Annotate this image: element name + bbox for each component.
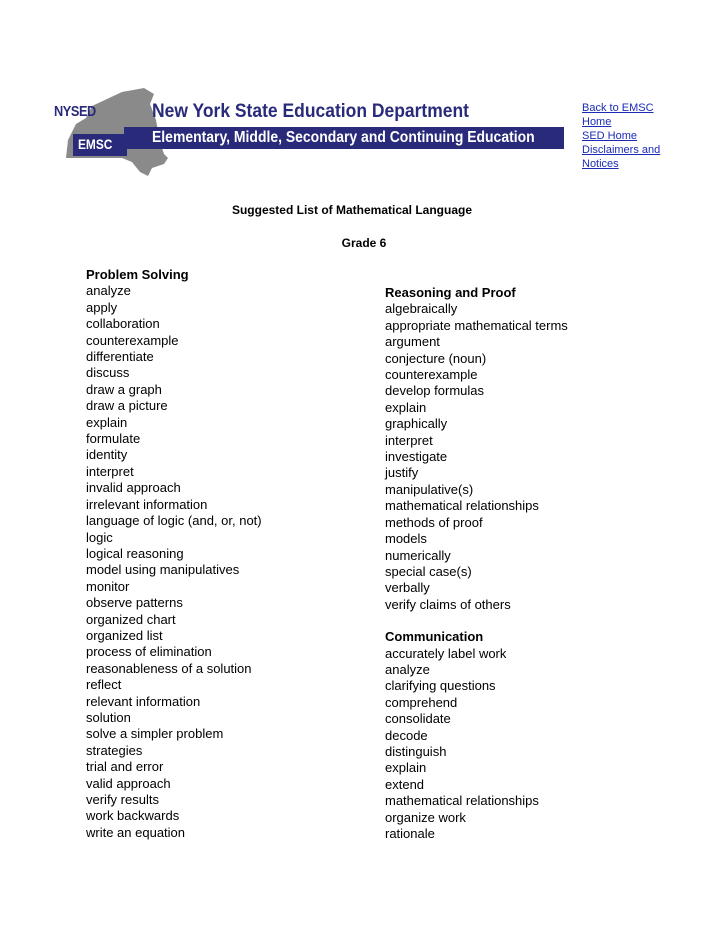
- list-item: formulate: [86, 431, 141, 447]
- list-item: methods of proof: [385, 514, 483, 530]
- list-item: differentiate: [86, 349, 154, 365]
- list-item: mathematical relationships: [385, 793, 539, 809]
- list-item: language of logic (and, or, not): [86, 513, 262, 529]
- list-item: distinguish: [385, 743, 447, 759]
- list-item: write an equation: [86, 824, 186, 840]
- list-item: process of elimination: [86, 644, 212, 660]
- list-item: solve a simpler problem: [86, 726, 224, 742]
- list-item: collaboration: [86, 316, 160, 332]
- list-item: decode: [385, 727, 428, 743]
- department-subtitle: Elementary, Middle, Secondary and Continuing Education: [152, 129, 535, 146]
- list-item: counterexample: [86, 332, 179, 348]
- reasoning-list: [385, 301, 568, 613]
- list-item: investigate: [385, 449, 448, 465]
- list-item: organized chart: [86, 611, 176, 627]
- list-item: observe patterns: [86, 595, 183, 611]
- communication-heading: Communication: [385, 629, 484, 645]
- emsc-logo: EMSC: [78, 136, 113, 152]
- list-item: verify claims of others: [385, 596, 511, 612]
- list-item: justify: [385, 465, 419, 481]
- list-item: argument: [385, 334, 440, 350]
- list-item: counterexample: [385, 367, 478, 383]
- list-item: analyze: [385, 661, 430, 677]
- list-item: reflect: [86, 677, 122, 693]
- list-item: explain: [385, 399, 427, 415]
- list-item: special case(s): [385, 563, 472, 579]
- nav-links: [582, 101, 682, 171]
- list-item: mathematical relationships: [385, 498, 539, 514]
- problem-solving-heading: Problem Solving: [86, 267, 189, 282]
- list-item: develop formulas: [385, 383, 484, 399]
- list-item: identity: [86, 447, 128, 463]
- list-item: manipulative(s): [385, 481, 474, 497]
- grade-label: Grade 6: [341, 236, 387, 250]
- right-column: [385, 285, 568, 842]
- list-item: relevant information: [86, 693, 201, 709]
- list-item: numerically: [385, 547, 451, 563]
- list-item: graphically: [385, 416, 448, 432]
- list-item: extend: [385, 776, 425, 792]
- list-item: analyze: [86, 283, 131, 299]
- list-item: monitor: [86, 578, 130, 594]
- back-to-emsc-link[interactable]: Back to EMSC Home: [582, 102, 654, 128]
- list-item: algebraically: [385, 301, 458, 317]
- sed-home-link[interactable]: SED Home: [582, 130, 638, 142]
- disclaimers-link[interactable]: Disclaimers and Notices: [582, 144, 661, 170]
- list-item: organize work: [385, 809, 466, 825]
- list-item: rationale: [385, 826, 435, 841]
- list-item: apply: [86, 299, 118, 315]
- list-item: verbally: [385, 580, 430, 596]
- nysed-banner: [52, 84, 564, 180]
- list-item: model using manipulatives: [86, 562, 240, 578]
- list-item: logical reasoning: [86, 545, 184, 561]
- list-item: irrelevant information: [86, 496, 208, 512]
- list-item: trial and error: [86, 759, 164, 775]
- list-item: comprehend: [385, 694, 458, 710]
- list-item: valid approach: [86, 775, 171, 791]
- list-item: work backwards: [86, 808, 180, 824]
- list-item: models: [385, 531, 427, 547]
- department-title: New York State Education Department: [152, 101, 469, 122]
- list-item: discuss: [86, 365, 130, 381]
- problem-solving-column: [86, 267, 262, 841]
- list-item: appropriate mathematical terms: [385, 317, 568, 333]
- list-item: explain: [86, 414, 128, 430]
- reasoning-heading: Reasoning and Proof: [385, 285, 516, 300]
- list-item: clarifying questions: [385, 678, 496, 694]
- list-item: interpret: [86, 463, 134, 479]
- list-item: consolidate: [385, 711, 451, 727]
- list-item: solution: [86, 709, 131, 725]
- list-item: reasonableness of a solution: [86, 660, 252, 676]
- problem-solving-list: [86, 283, 262, 841]
- list-item: logic: [86, 529, 113, 545]
- list-item: verify results: [86, 792, 159, 807]
- list-item: explain: [385, 760, 427, 776]
- list-item: organized list: [86, 627, 163, 643]
- list-item: interpret: [385, 432, 433, 448]
- list-item: accurately label work: [385, 645, 507, 661]
- nysed-logo: NYSED: [54, 103, 96, 120]
- list-item: strategies: [86, 742, 143, 758]
- document-title: Suggested List of Mathematical Language: [231, 203, 473, 217]
- communication-list: [385, 646, 568, 843]
- list-item: invalid approach: [86, 480, 181, 496]
- list-item: conjecture (noun): [385, 350, 487, 366]
- list-item: draw a graph: [86, 381, 162, 397]
- list-item: draw a picture: [86, 398, 168, 414]
